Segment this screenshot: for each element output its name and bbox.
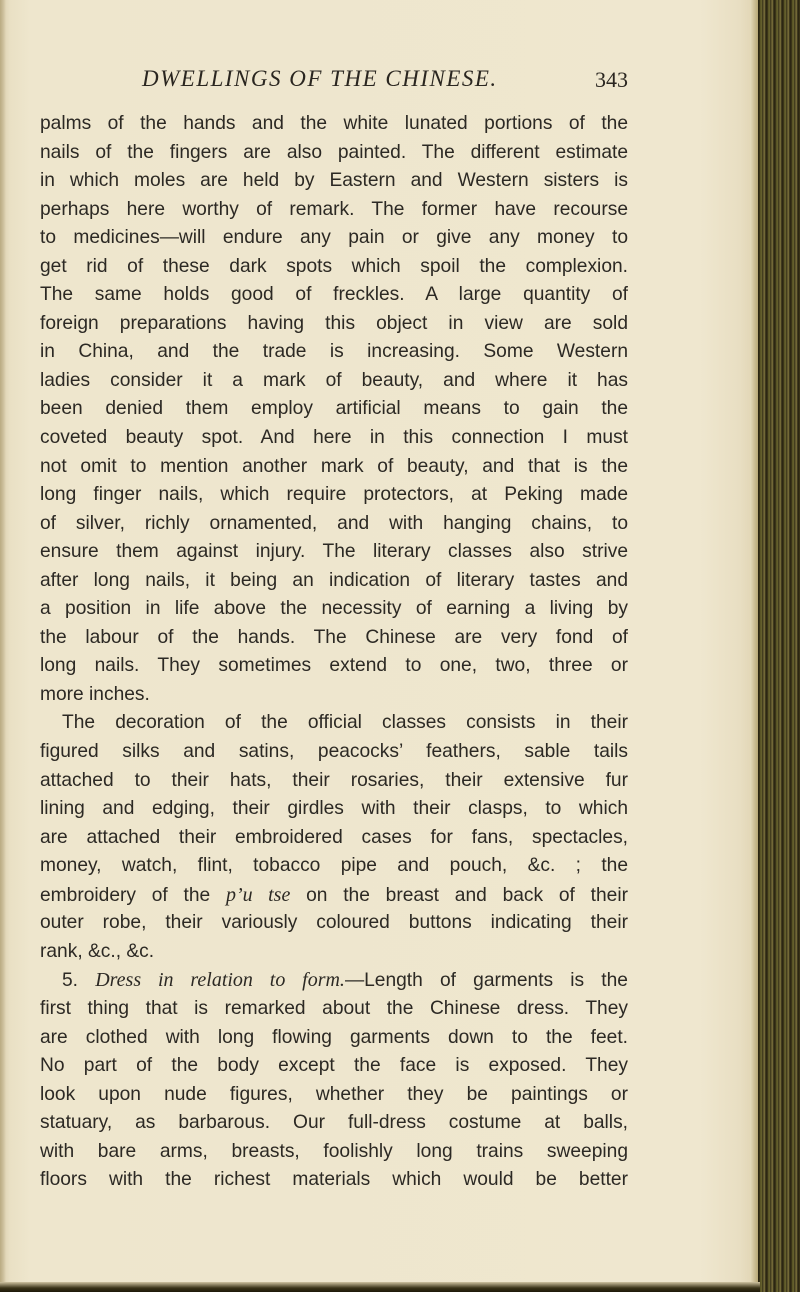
text-line: attached to their hats, their rosaries, their extensive fur <box>40 769 628 791</box>
text-line: in China, and the trade is increasing. Some Western <box>40 341 628 363</box>
text-line: figured silks and satins, peacocks’ feathers, sable tails <box>40 741 628 763</box>
text-line: The decoration of the official classes consists in their <box>62 712 628 734</box>
text-line: floors with the richest materials which would be better <box>40 1169 628 1191</box>
book-binding <box>758 0 800 1292</box>
text-line: been denied them employ artificial means to gain the <box>40 398 628 420</box>
text-line: of silver, richly ornamented, and with hanging chains, to <box>40 512 628 534</box>
text-line: more inches. <box>40 683 150 705</box>
text-line: lining and edging, their girdles with their clasps, to which <box>40 798 628 820</box>
text-line: with bare arms, breasts, foolishly long trains sweeping <box>40 1140 628 1162</box>
text-line: are attached their embroidered cases for fans, spectacles, <box>40 826 628 848</box>
text-line: first thing that is remarked about the Chinese dress. They <box>40 997 628 1019</box>
text-line: in which moles are held by Eastern and Western sisters is <box>40 170 628 192</box>
text-line: foreign preparations having this object in view are sold <box>40 312 628 334</box>
page-gutter-shadow <box>0 0 6 1292</box>
running-head: DWELLINGS OF THE CHINESE. <box>142 66 498 91</box>
text-line: ladies consider it a mark of beauty, and where it has <box>40 369 628 391</box>
text-line: get rid of these dark spots which spoil the complexion. <box>40 255 628 277</box>
text-line: after long nails, it being an indication of literary tastes and <box>40 569 628 591</box>
text-line: are clothed with long flowing garments down to the feet. <box>40 1026 628 1048</box>
text-line: long nails. They sometimes extend to one, two, three or <box>40 655 628 677</box>
text-segment: on the breast and back of their <box>306 884 628 906</box>
page-number: 343 <box>595 67 628 92</box>
text-line: ensure them against injury. The literary classes also strive <box>40 541 628 563</box>
text-line: to medicines—will endure any pain or give any money to <box>40 227 628 249</box>
text-line: The same holds good of freckles. A large quantity of <box>40 284 628 306</box>
text-line: long finger nails, which require protectors, at Peking made <box>40 484 628 506</box>
text-line: money, watch, flint, tobacco pipe and pouch, &c. ; the <box>40 855 628 877</box>
text-segment: embroidery of the <box>40 884 211 906</box>
text-segment: —Length of garments is the <box>344 970 628 992</box>
text-line <box>40 966 628 995</box>
page-bottom-edge <box>0 1282 760 1292</box>
text-line: nails of the fingers are also painted. The different estimate <box>40 141 628 163</box>
section-title: Dress in relation to form. <box>95 969 345 992</box>
text-line <box>40 881 628 910</box>
section-number: 5. <box>62 970 79 992</box>
page-edge <box>750 0 758 1292</box>
text-line: No part of the body except the face is exposed. They <box>40 1055 628 1077</box>
text-line: the labour of the hands. The Chinese are very fond of <box>40 626 628 648</box>
text-line: coveted beauty spot. And here in this connection I must <box>40 427 628 449</box>
text-line: statuary, as barbarous. Our full-dress costume at balls, <box>40 1112 628 1134</box>
text-line: perhaps here worthy of remark. The former have recourse <box>40 198 628 220</box>
text-line: rank, &c., &c. <box>40 940 155 962</box>
text-line: look upon nude figures, whether they be paintings or <box>40 1083 628 1105</box>
italic-term: p’u tse <box>226 883 291 906</box>
text-line: palms of the hands and the white lunated portions of the <box>40 113 628 134</box>
text-line: outer robe, their variously coloured buttons indicating their <box>40 912 628 934</box>
page-header <box>40 66 628 100</box>
body-text <box>40 110 628 1195</box>
text-line: a position in life above the necessity of earning a living by <box>40 598 628 620</box>
text-line: not omit to mention another mark of beauty, and that is the <box>40 455 628 477</box>
